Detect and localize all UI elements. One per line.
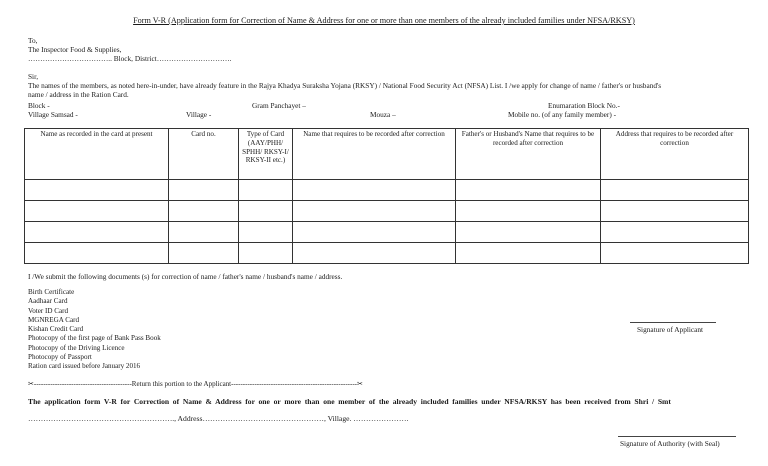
table-cell[interactable] bbox=[25, 201, 169, 222]
table-cell[interactable] bbox=[169, 201, 239, 222]
scissors-icon: ✂ bbox=[28, 380, 34, 388]
table-cell[interactable] bbox=[293, 243, 456, 264]
authority-signature-line bbox=[618, 436, 736, 437]
table-cell[interactable] bbox=[25, 222, 169, 243]
acknowledgement-line-1: The application form V-R for Correction of Name & Address for one or more than one member of the already included families under NFSA/RKSY has been received from Shri / Smt bbox=[28, 397, 671, 406]
table-row bbox=[25, 243, 749, 264]
applicant-signature-label: Signature of Applicant bbox=[637, 325, 704, 334]
scissors-icon: ✂ bbox=[357, 380, 363, 388]
cut-line-text: ------------------------------------------Return this portion to the Applicant------------------------------------------------------ bbox=[33, 380, 358, 388]
document-item: Aadhaar Card bbox=[28, 297, 68, 306]
acknowledgement-line-2: …………………………………………………., Address…………………………………………, Village. …………………. bbox=[28, 414, 409, 423]
table-cell[interactable] bbox=[25, 180, 169, 201]
document-item: Kishan Credit Card bbox=[28, 325, 84, 334]
cut-line bbox=[28, 380, 748, 389]
authority-signature-label: Signature of Authority (with Seal) bbox=[620, 439, 720, 448]
table-cell[interactable] bbox=[239, 180, 293, 201]
address-to: To, bbox=[28, 36, 38, 45]
table-cell[interactable] bbox=[169, 180, 239, 201]
field-gram-panchayet: Gram Panchayet – bbox=[252, 101, 306, 110]
table-cell[interactable] bbox=[456, 201, 601, 222]
table-cell[interactable] bbox=[169, 243, 239, 264]
table-cell[interactable] bbox=[456, 243, 601, 264]
field-block: Block - bbox=[28, 101, 50, 110]
header-father-husband-name: Father's or Husband's Name that requires to be recorded after correction bbox=[456, 129, 601, 180]
header-card-type: Type of Card (AAY/PHH/ SPHH/ RKSY-I/ RKSY-II etc.) bbox=[239, 129, 293, 180]
header-corrected-address: Address that requires to be recorded after correction bbox=[601, 129, 749, 180]
table-cell[interactable] bbox=[239, 243, 293, 264]
address-inspector: The Inspector Food & Supplies, bbox=[28, 45, 122, 54]
intro-line-1: The names of the members, as noted here-in-under, have already feature in the Rajya Khadya Suraksha Yojana (RKSY) / National Food Security Act (NFSA) List. I /we apply for change of name / father's or husband's bbox=[28, 81, 662, 90]
form-title: Form V-R (Application form for Correction of Name & Address for one or more than one members of the already included families under NFSA/RKSY) bbox=[133, 16, 635, 25]
field-village: Village - bbox=[186, 110, 212, 119]
table-cell[interactable] bbox=[293, 222, 456, 243]
document-item: Voter ID Card bbox=[28, 306, 69, 315]
table-row bbox=[25, 180, 749, 201]
document-item: Photocopy of the first page of Bank Pass Book bbox=[28, 334, 161, 343]
document-item: Ration card issued before January 2016 bbox=[28, 362, 141, 371]
table-cell[interactable] bbox=[25, 243, 169, 264]
table-cell[interactable] bbox=[239, 201, 293, 222]
table-cell[interactable] bbox=[456, 222, 601, 243]
table-cell[interactable] bbox=[601, 243, 749, 264]
intro-line-2: name / address in the Ration Card. bbox=[28, 90, 129, 99]
header-current-name: Name as recorded in the card at present bbox=[25, 129, 169, 180]
address-block-line: …………………………….. Block, District…………………………. bbox=[28, 54, 232, 63]
table-cell[interactable] bbox=[456, 180, 601, 201]
table-cell[interactable] bbox=[293, 201, 456, 222]
documents-intro: I /We submit the following documents (s) for correction of name / father's name / husband's name / address. bbox=[28, 272, 343, 281]
table-cell[interactable] bbox=[601, 222, 749, 243]
header-card-no: Card no. bbox=[169, 129, 239, 180]
applicant-signature-line bbox=[630, 322, 716, 323]
salutation: Sir, bbox=[28, 72, 39, 81]
field-enumeration-block: Enumaration Block No.- bbox=[548, 101, 620, 110]
table-cell[interactable] bbox=[601, 180, 749, 201]
table-row bbox=[25, 222, 749, 243]
document-item: Photocopy of Passport bbox=[28, 353, 92, 362]
documents-list bbox=[28, 288, 161, 372]
correction-table bbox=[24, 128, 749, 264]
field-mouza: Mouza – bbox=[370, 110, 396, 119]
table-cell[interactable] bbox=[601, 201, 749, 222]
document-item: Birth Certificate bbox=[28, 288, 75, 296]
field-mobile: Mobile no. (of any family member) - bbox=[508, 110, 617, 119]
document-item: Photocopy of the Driving Licence bbox=[28, 343, 125, 352]
document-item: MGNREGA Card bbox=[28, 315, 80, 324]
field-village-samsad: Village Samsad - bbox=[28, 110, 78, 119]
header-corrected-name: Name that requires to be recorded after correction bbox=[293, 129, 456, 180]
table-header-row bbox=[25, 129, 749, 180]
table-cell[interactable] bbox=[293, 180, 456, 201]
table-row bbox=[25, 201, 749, 222]
table-cell[interactable] bbox=[169, 222, 239, 243]
table-cell[interactable] bbox=[239, 222, 293, 243]
